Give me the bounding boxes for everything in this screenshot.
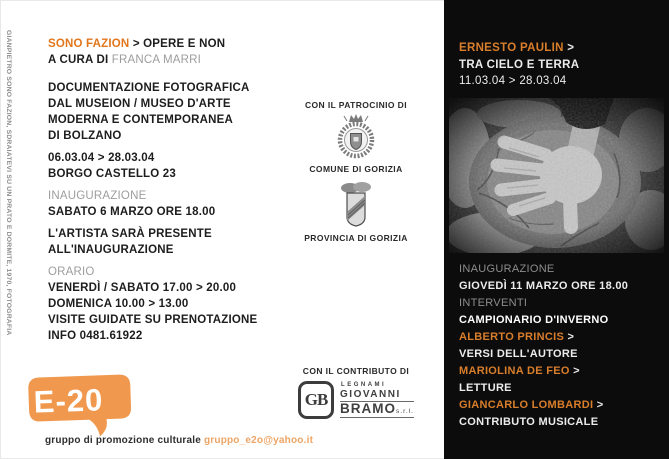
- opening-value: GIOVEDÌ 11 MARZO ORE 18.00: [459, 280, 629, 292]
- right-exhibition-panel: [444, 0, 669, 459]
- program-line: [459, 363, 628, 380]
- program-line: LETTURE: [459, 382, 512, 394]
- footer-text: gruppo di promozione culturale: [45, 435, 201, 446]
- provincia-label: PROVINCIA DI GORIZIA: [304, 233, 408, 243]
- opening-label: INAUGURAZIONE: [459, 263, 555, 275]
- patronage-column: [278, 0, 434, 459]
- interventi-label: INTERVENTI: [459, 297, 528, 309]
- arrow-glyph: >: [596, 399, 604, 411]
- exhibition-title: TRA CIELO E TERRA: [459, 58, 580, 71]
- provincia-gorizia-crest: [278, 180, 434, 230]
- hand-in-mud-photo: [449, 98, 664, 253]
- artist-note-line: L'ARTISTA SARÀ PRESENTE: [48, 228, 212, 240]
- program-person: ALBERTO PRINCIS: [459, 331, 565, 343]
- e20-logo: [26, 372, 136, 442]
- artist-name: SONO FAZION: [48, 38, 130, 50]
- artist-line: [459, 40, 579, 57]
- program-person: GIANCARLO LOMBARDI: [459, 399, 594, 411]
- sponsor-line-top: LEGNAMI: [341, 382, 387, 388]
- hours-line: VISITE GUIDATE SU PRENOTAZIONE: [48, 314, 258, 326]
- contribution-label: CON IL CONTRIBUTO DI: [302, 366, 410, 376]
- program-line: CAMPIONARIO D'INVERNO: [459, 314, 609, 326]
- opening-value: SABATO 6 MARZO ORE 18.00: [48, 206, 216, 218]
- venue: BORGO CASTELLO 23: [48, 168, 176, 180]
- artist-name: ERNESTO PAULIN: [459, 42, 564, 54]
- e20-logo-text: E-20: [33, 382, 104, 420]
- description-line: DAL MUSEION / MUSEO D'ARTE: [48, 98, 231, 110]
- program-line: [459, 329, 628, 346]
- comune-label: COMUNE DI GORIZIA: [309, 164, 403, 174]
- exhibition-dates: 11.03.04 > 28.03.04: [459, 75, 567, 87]
- exhibition-title-rest: > OPERE E NON: [132, 38, 226, 50]
- sponsor-surname: BRAMO: [340, 401, 397, 416]
- comune-gorizia-crest: [278, 112, 434, 160]
- sponsor-logo: [278, 381, 434, 419]
- artist-note-line: ALL'INAUGURAZIONE: [48, 244, 174, 256]
- description-line: MODERNA E CONTEMPORANEA: [48, 114, 233, 126]
- program-line: CONTRIBUTO MUSICALE: [459, 416, 599, 428]
- right-panel-program: [459, 261, 628, 431]
- exhibition-dates: 06.03.04 > 28.03.04: [48, 152, 155, 164]
- program-line: [459, 397, 628, 414]
- hours-line: INFO 0481.61922: [48, 330, 143, 342]
- sponsor-text: [340, 381, 414, 418]
- hours-line: VENERDÌ / SABATO 17.00 > 20.00: [48, 282, 237, 294]
- vertical-photo-caption: GIANPIETRO SONO FAZION, SDRAIATEVI SU UN PRATO E DORMITE, 1970, FOTOGRAFIA: [5, 30, 12, 336]
- opening-label: INAUGURAZIONE: [48, 190, 147, 202]
- sponsor-line-surname: [340, 402, 414, 418]
- program-line: VERSI DELL'AUTORE: [459, 348, 578, 360]
- footer: [45, 435, 313, 446]
- footer-email-link[interactable]: gruppo_e2o@yahoo.it: [203, 435, 314, 446]
- program-person: MARIOLINA DE FEO: [459, 365, 570, 377]
- description-line: DOCUMENTAZIONE FOTOGRAFICA: [48, 82, 250, 94]
- arrow-glyph: >: [567, 42, 575, 54]
- sponsor-suffix: s.r.l.: [396, 408, 414, 415]
- arrow-glyph: >: [573, 365, 580, 377]
- curator-prefix: A CURA DI: [48, 54, 109, 66]
- sponsor-monogram-icon: GB: [298, 381, 334, 419]
- sponsor-line-name: GIOVANNI: [340, 390, 414, 402]
- hours-line: DOMENICA 10.00 > 13.00: [48, 298, 189, 310]
- right-panel-header: [459, 40, 579, 90]
- arrow-glyph: >: [567, 331, 575, 343]
- curator-name: FRANCA MARRI: [111, 54, 202, 66]
- hours-label: ORARIO: [48, 266, 95, 278]
- description-line: DI BOLZANO: [48, 130, 122, 142]
- patronage-label: CON IL PATROCINIO DI: [305, 100, 407, 110]
